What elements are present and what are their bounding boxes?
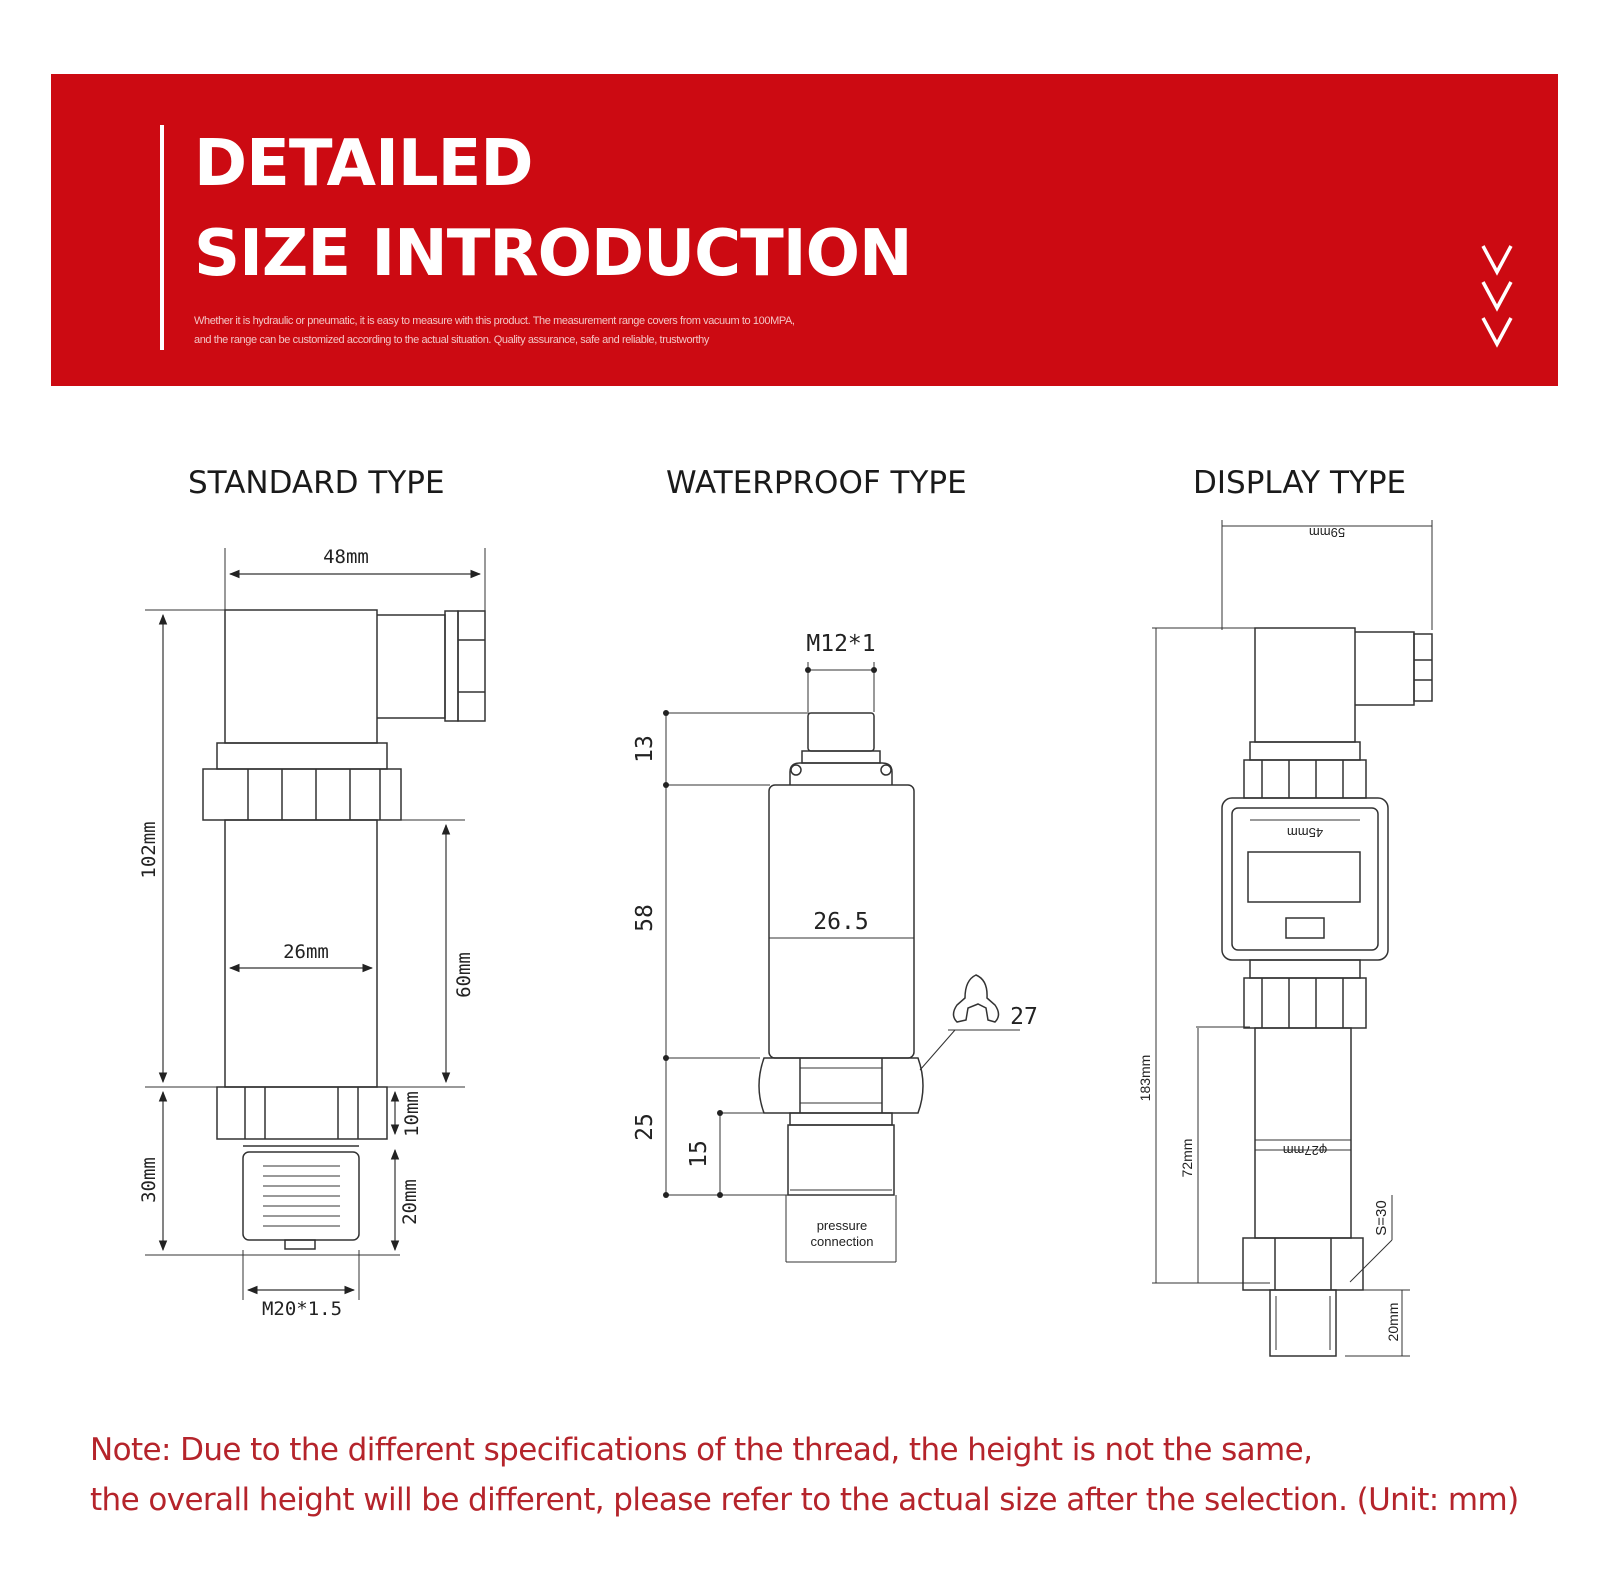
- waterproof-body-height-label: 58: [632, 904, 658, 932]
- waterproof-type-title: WATERPROOF TYPE: [666, 465, 967, 501]
- waterproof-top-height-label: 13: [632, 735, 658, 763]
- display-body-dia-label: φ27mm: [1282, 1143, 1328, 1158]
- standard-width-label: 48mm: [323, 546, 369, 568]
- standard-thread-label: M20*1.5: [261, 1298, 343, 1320]
- standard-body-dia-label: 26mm: [283, 941, 329, 963]
- header-subtitle-line2: and the range can be customized according to the actual situation. Quality assurance, safe and reliable, trustworthy: [194, 334, 709, 346]
- waterproof-connection-label-line1: pressure: [816, 1218, 868, 1233]
- header-title-line1: DETAILED: [194, 127, 533, 201]
- note-line1: Note: Due to the different specifications of the thread, the height is not the same,: [90, 1432, 1313, 1468]
- standard-lower-height-label: 30mm: [138, 1157, 160, 1203]
- display-window-width-label: 45mm: [1286, 825, 1324, 840]
- waterproof-body-dia-label: 26.5: [813, 909, 869, 935]
- standard-height-label: 102mm: [138, 821, 160, 879]
- waterproof-thread-length-label: 15: [686, 1140, 712, 1168]
- display-height-label: 183mm: [1137, 1054, 1153, 1102]
- standard-thread-length-label: 20mm: [399, 1179, 421, 1225]
- display-type-title: DISPLAY TYPE: [1193, 465, 1407, 501]
- header-title-line2: SIZE INTRODUCTION: [194, 217, 912, 291]
- standard-hex-height-label: 10mm: [401, 1091, 423, 1137]
- waterproof-connection-label-line2: connection: [810, 1234, 874, 1249]
- standard-type-drawing: [145, 548, 485, 1300]
- display-lower-height-label: 72mm: [1179, 1138, 1195, 1178]
- header-subtitle-line1: Whether it is hydraulic or pneumatic, it is easy to measure with this product. The measurement range covers from vacuum to 100MPA,: [194, 315, 795, 327]
- waterproof-connector-label: M12*1: [806, 631, 876, 657]
- display-hex-label: S=30: [1373, 1200, 1390, 1236]
- waterproof-lower-height-label: 25: [632, 1113, 658, 1141]
- standard-type-title: STANDARD TYPE: [188, 465, 445, 501]
- waterproof-wrench-label: 27: [1010, 1004, 1038, 1030]
- display-width-label: 59mm: [1308, 525, 1346, 540]
- display-thread-length-label: 20mm: [1385, 1302, 1401, 1342]
- waterproof-type-drawing: [664, 662, 1020, 1262]
- note-line2: the overall height will be different, please refer to the actual size after the selection. (Unit: mm): [90, 1482, 1519, 1518]
- display-type-drawing: [1152, 520, 1432, 1356]
- standard-body-height-label: 60mm: [453, 952, 475, 998]
